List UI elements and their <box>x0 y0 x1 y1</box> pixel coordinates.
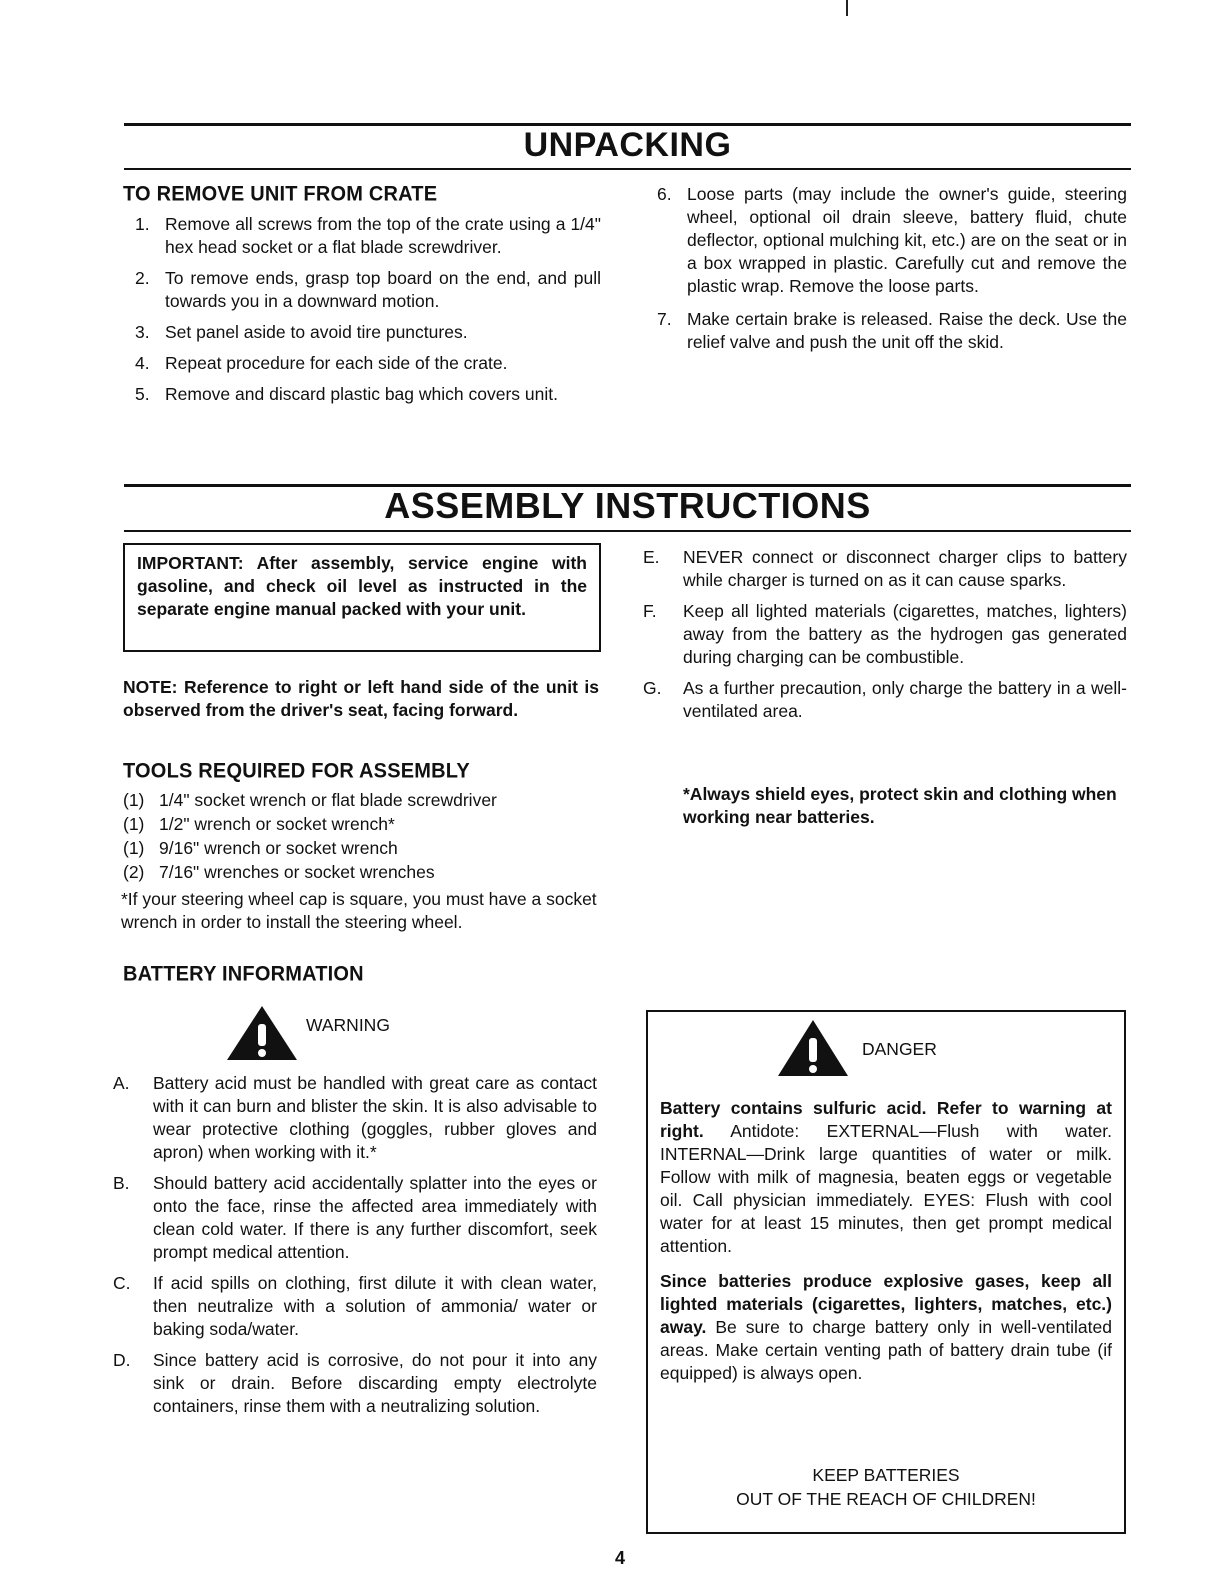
unpacking-title: UNPACKING <box>523 126 732 164</box>
list-item: C. If acid spills on clothing, first dilute it with clean water, then neutralize with a solution of ammonia/ water or baking soda/water. <box>113 1273 597 1339</box>
tools-heading: TOOLS REQUIRED FOR ASSEMBLY <box>123 759 470 783</box>
list-item: (1) 9/16" wrench or socket wrench <box>123 838 398 858</box>
page-number: 4 <box>614 1548 625 1568</box>
list-item: (1) 1/4" socket wrench or flat blade screwdriver <box>123 790 497 810</box>
battery-list-right <box>643 546 1127 731</box>
list-item: 7. Make certain brake is released. Raise the deck. Use the relief valve and push the unit off the skid. <box>657 309 1127 352</box>
list-item: A. Battery acid must be handled with great care as contact with it can burn and blister the skin. It is also advisable to wear protective clothing (goggles, rubber gloves and apron) when working with it.* <box>113 1073 597 1162</box>
list-item: 4. Repeat procedure for each side of the crate. <box>135 353 508 373</box>
warning-triangle-icon <box>225 1004 299 1062</box>
danger-triangle-icon <box>776 1018 850 1078</box>
battery-heading: BATTERY INFORMATION <box>123 962 364 986</box>
unpacking-steps-right <box>645 183 1127 362</box>
list-item: 5. Remove and discard plastic bag which covers unit. <box>135 384 558 404</box>
bottom-rule <box>124 530 1131 532</box>
danger-footer-line-2: OUT OF THE REACH OF CHILDREN! <box>736 1489 1036 1509</box>
list-item: 1. Remove all screws from the top of the crate using a 1/4" hex head socket or a flat blade screwdriver. <box>135 214 601 257</box>
danger-paragraph-2: Since batteries produce explosive gases, keep all lighted materials (cigarettes, lighters, matches, etc.) away. Be sure to charge battery only in well-ventilated areas. Make certain venting path of battery drain tube (if equipped) is always open. <box>660 1271 1112 1383</box>
remove-unit-heading: TO REMOVE UNIT FROM CRATE <box>123 182 438 206</box>
danger-paragraph-1: Battery contains sulfuric acid. Refer to warning at right. Antidote: EXTERNAL—Flush with water. INTERNAL—Drink large quantities of water or milk. Follow with milk of magnesia, beaten eggs or vegetable oil. Call physician immediately. EYES: Flush with cool water for at least 15 minutes, then get prompt medical attention. <box>660 1098 1112 1256</box>
list-item: 2. To remove ends, grasp top board on the end, and pull towards you in a downward motion. <box>135 268 601 311</box>
page-edge-mark <box>846 0 848 16</box>
important-box <box>123 543 601 652</box>
list-item: F. Keep all lighted materials (cigarettes, matches, lighters) away from the battery as the hydrogen gas generated during charging can be combustible. <box>643 601 1127 667</box>
note-text: NOTE: Reference to right or left hand side of the unit is observed from the driver's seat, facing forward. <box>123 677 599 720</box>
list-item: G. As a further precaution, only charge the battery in a well-ventilated area. <box>643 678 1127 721</box>
list-item: 6. Loose parts (may include the owner's guide, steering wheel, optional oil drain sleeve, battery fluid, chute deflector, optional mulching kit, etc.) are on the seat or in a box wrapped in plastic. Carefully cut and remove the plastic wrap. Remove the loose parts. <box>657 184 1127 296</box>
list-item: B. Should battery acid accidentally splatter into the eyes or onto the face, rinse the affected area immediately with clean cold water. If there is any further discomfort, seek prompt medical attention. <box>113 1173 597 1262</box>
danger-label: DANGER <box>862 1039 937 1059</box>
danger-box <box>646 1010 1126 1534</box>
list-item: 3. Set panel aside to avoid tire punctures. <box>135 322 468 342</box>
list-item: (1) 1/2" wrench or socket wrench* <box>123 814 395 834</box>
shield-note: *Always shield eyes, protect skin and clothing when working near batteries. <box>683 784 1117 827</box>
unpacking-steps-left <box>123 213 601 414</box>
bottom-rule <box>124 168 1131 170</box>
list-item: (2) 7/16" wrenches or socket wrenches <box>123 862 435 882</box>
battery-list-left <box>113 1072 597 1426</box>
important-text: IMPORTANT: After assembly, service engine with gasoline, and check oil level as instructed in the separate engine manual packed with your unit. <box>137 553 587 619</box>
warning-label: WARNING <box>306 1015 390 1035</box>
list-item: D. Since battery acid is corrosive, do not pour it into any sink or drain. Before discarding empty electrolyte containers, rinse them with a neutralizing solution. <box>113 1350 597 1416</box>
assembly-title: ASSEMBLY INSTRUCTIONS <box>384 485 871 526</box>
danger-footer-line-1: KEEP BATTERIES <box>812 1465 960 1485</box>
tools-list <box>123 789 599 885</box>
steering-note: *If your steering wheel cap is square, you must have a socket wrench in order to install the steering wheel. <box>121 889 597 932</box>
list-item: E. NEVER connect or disconnect charger clips to battery while charger is turned on as it can cause sparks. <box>643 547 1127 590</box>
